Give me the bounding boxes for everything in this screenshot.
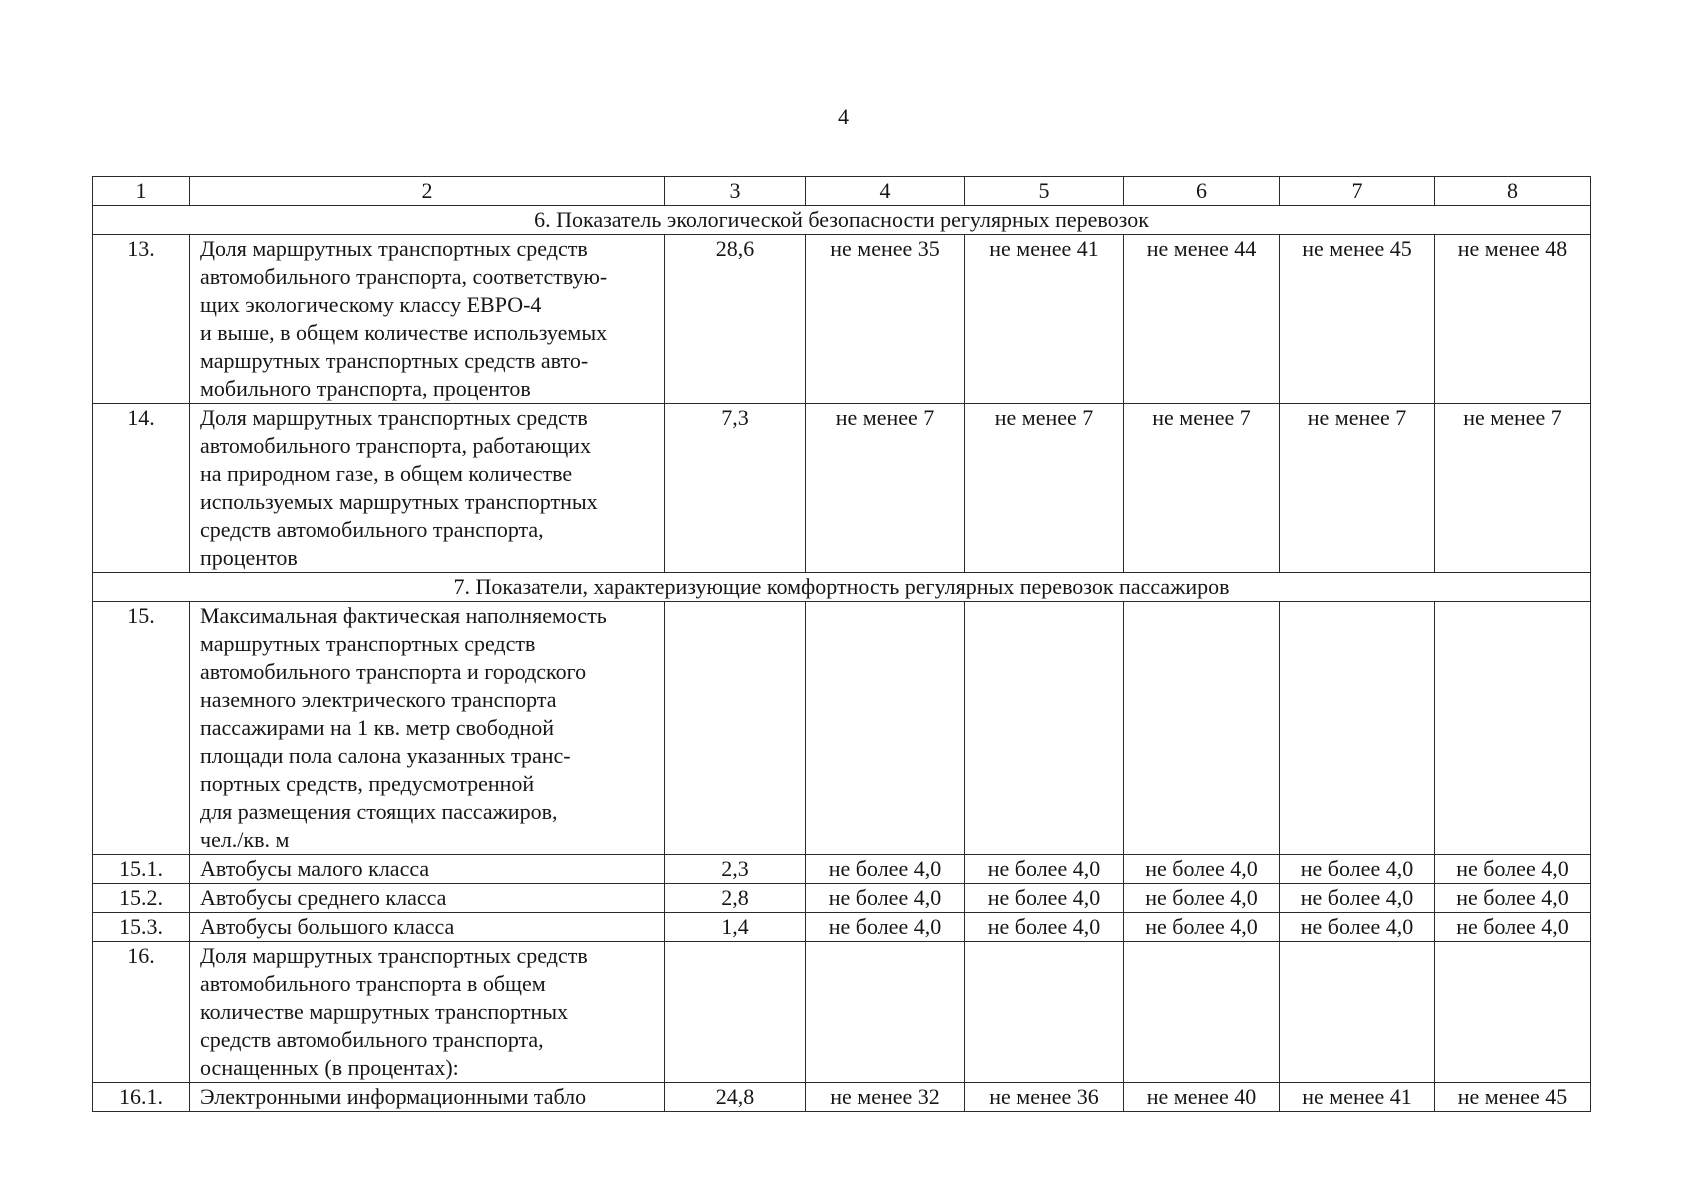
value-cell: не менее 45 [1280, 235, 1435, 404]
row-description [190, 404, 665, 573]
row-description: Автобусы среднего класса [190, 884, 665, 913]
header-cell: 8 [1435, 177, 1591, 206]
description-line: наземного электрического транспорта [200, 687, 557, 712]
header-cell: 2 [190, 177, 665, 206]
empty-cell [665, 602, 806, 855]
value-cell: 1,4 [665, 913, 806, 942]
row-description [190, 602, 665, 855]
table-row [93, 884, 1591, 913]
value-cell: не менее 7 [1435, 404, 1591, 573]
value-cell: не более 4,0 [1280, 855, 1435, 884]
description-line: автомобильного транспорта в общем [200, 971, 546, 996]
description-line: Доля маршрутных транспортных средств [200, 943, 588, 968]
section-title: 6. Показатель экологической безопасности регулярных перевозок [93, 206, 1591, 235]
value-cell: не более 4,0 [806, 913, 965, 942]
row-description [190, 942, 665, 1083]
empty-cell [1124, 602, 1280, 855]
value-cell: 7,3 [665, 404, 806, 573]
value-cell: не менее 44 [1124, 235, 1280, 404]
empty-cell [1435, 942, 1591, 1083]
value-cell: не более 4,0 [1280, 913, 1435, 942]
value-cell: не менее 40 [1124, 1083, 1280, 1112]
section-row [93, 573, 1591, 602]
table-row [93, 602, 1591, 855]
value-cell: не более 4,0 [1280, 884, 1435, 913]
value-cell: не более 4,0 [806, 855, 965, 884]
value-cell: 2,8 [665, 884, 806, 913]
page-number: 4 [838, 104, 849, 129]
value-cell: не более 4,0 [965, 884, 1124, 913]
value-cell: не менее 7 [1280, 404, 1435, 573]
row-description: Автобусы большого класса [190, 913, 665, 942]
empty-cell [665, 942, 806, 1083]
description-line: мобильного транспорта, процентов [200, 376, 531, 401]
value-cell: не более 4,0 [1435, 855, 1591, 884]
row-number: 15.2. [93, 884, 190, 913]
row-description: Автобусы малого класса [190, 855, 665, 884]
row-description: Электронными информационными табло [190, 1083, 665, 1112]
value-cell: не менее 41 [965, 235, 1124, 404]
empty-cell [806, 942, 965, 1083]
table-row [93, 942, 1591, 1083]
value-cell: не более 4,0 [1124, 855, 1280, 884]
value-cell: не менее 7 [965, 404, 1124, 573]
description-line: количестве маршрутных транспортных [200, 999, 569, 1024]
empty-cell [1124, 942, 1280, 1083]
indicators-table [92, 176, 1591, 1112]
value-cell: 2,3 [665, 855, 806, 884]
description-line: пассажирами на 1 кв. метр свободной [200, 715, 555, 740]
value-cell: не более 4,0 [1435, 913, 1591, 942]
value-cell: не менее 41 [1280, 1083, 1435, 1112]
header-cell: 4 [806, 177, 965, 206]
value-cell: 24,8 [665, 1083, 806, 1112]
description-line: и выше, в общем количестве используемых [200, 320, 608, 345]
header-row [93, 177, 1591, 206]
row-number: 15. [93, 602, 190, 855]
description-line: средств автомобильного транспорта, [200, 1027, 544, 1052]
value-cell: не менее 36 [965, 1083, 1124, 1112]
header-cell: 6 [1124, 177, 1280, 206]
value-cell: не менее 48 [1435, 235, 1591, 404]
description-line: портных средств, предусмотренной [200, 771, 535, 796]
header-cell: 3 [665, 177, 806, 206]
value-cell: не более 4,0 [965, 855, 1124, 884]
description-line: процентов [200, 545, 298, 570]
empty-cell [806, 602, 965, 855]
description-line: средств автомобильного транспорта, [200, 517, 544, 542]
empty-cell [1280, 942, 1435, 1083]
table-row [93, 855, 1591, 884]
description-line: щих экологическому классу ЕВРО-4 [200, 292, 542, 317]
row-number: 14. [93, 404, 190, 573]
description-line: площади пола салона указанных транс- [200, 743, 571, 768]
value-cell: не менее 7 [806, 404, 965, 573]
row-number: 15.3. [93, 913, 190, 942]
description-line: для размещения стоящих пассажиров, [200, 799, 558, 824]
description-line: оснащенных (в процентах): [200, 1055, 459, 1080]
row-number: 16. [93, 942, 190, 1083]
value-cell: не менее 7 [1124, 404, 1280, 573]
description-line: маршрутных транспортных средств авто- [200, 348, 589, 373]
value-cell: 28,6 [665, 235, 806, 404]
section-row [93, 206, 1591, 235]
table-row [93, 235, 1591, 404]
table-row [93, 1083, 1591, 1112]
value-cell: не менее 32 [806, 1083, 965, 1112]
table-row [93, 404, 1591, 573]
value-cell: не более 4,0 [1435, 884, 1591, 913]
description-line: Доля маршрутных транспортных средств [200, 405, 588, 430]
description-line: маршрутных транспортных средств [200, 631, 536, 656]
description-line: автомобильного транспорта, работающих [200, 433, 591, 458]
description-line: на природном газе, в общем количестве [200, 461, 573, 486]
empty-cell [965, 602, 1124, 855]
value-cell: не более 4,0 [1124, 884, 1280, 913]
value-cell: не более 4,0 [806, 884, 965, 913]
row-description [190, 235, 665, 404]
header-cell: 7 [1280, 177, 1435, 206]
description-line: Максимальная фактическая наполняемость [200, 603, 607, 628]
section-title: 7. Показатели, характеризующие комфортность регулярных перевозок пассажиров [93, 573, 1591, 602]
description-line: чел./кв. м [200, 827, 290, 852]
value-cell: не менее 45 [1435, 1083, 1591, 1112]
empty-cell [1280, 602, 1435, 855]
table-row [93, 913, 1591, 942]
row-number: 15.1. [93, 855, 190, 884]
value-cell: не менее 35 [806, 235, 965, 404]
row-number: 13. [93, 235, 190, 404]
value-cell: не более 4,0 [1124, 913, 1280, 942]
value-cell: не более 4,0 [965, 913, 1124, 942]
header-cell: 5 [965, 177, 1124, 206]
empty-cell [1435, 602, 1591, 855]
description-line: автомобильного транспорта, соответствую- [200, 264, 608, 289]
header-cell: 1 [93, 177, 190, 206]
description-line: автомобильного транспорта и городского [200, 659, 587, 684]
row-number: 16.1. [93, 1083, 190, 1112]
description-line: используемых маршрутных транспортных [200, 489, 598, 514]
empty-cell [965, 942, 1124, 1083]
description-line: Доля маршрутных транспортных средств [200, 236, 588, 261]
